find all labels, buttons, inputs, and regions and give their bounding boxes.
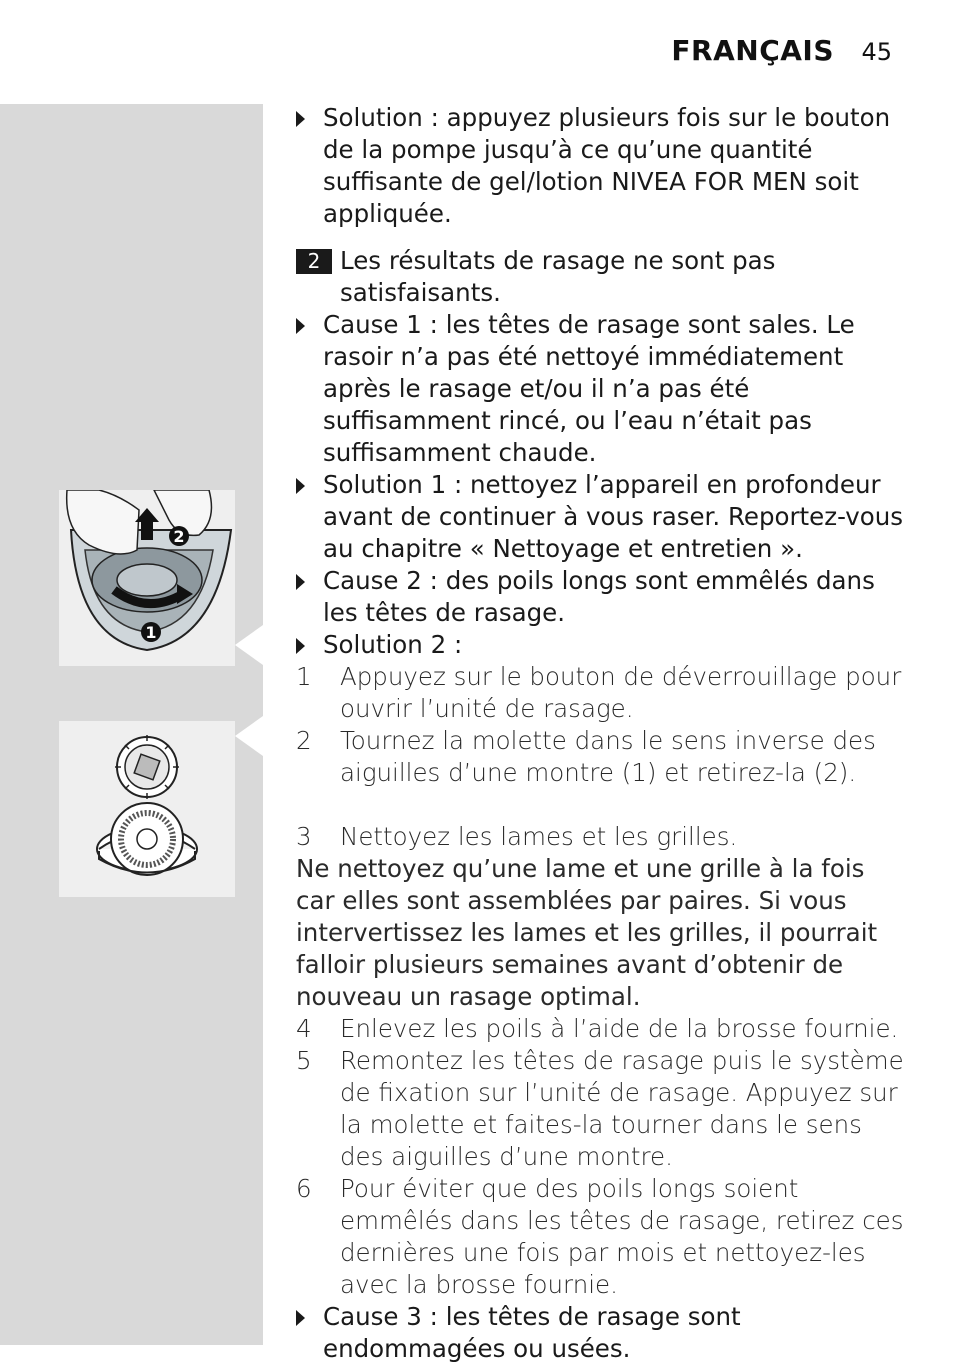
page-number: 45 bbox=[861, 38, 892, 66]
problem-title: Les résultats de rasage ne sont pas satisfaisants. bbox=[340, 246, 776, 307]
list-item: Cause 2 : des poils longs sont emmêlés dans les têtes de rasage. bbox=[296, 565, 906, 629]
list-item: Cause 1 : les têtes de rasage sont sales. Le rasoir n’a pas été nettoyé immédiatement après le rasage et/ou il n’a pas été suffisamment rincé, ou l’eau n’était pas suffisamment chaude. bbox=[296, 309, 906, 469]
language-heading: FRANÇAIS bbox=[671, 34, 834, 67]
cutter-and-guard-illustration bbox=[59, 721, 235, 897]
step-item: 2 Tournez la molette dans le sens inverse des aiguilles d’une montre (1) et retirez-la (2). bbox=[296, 726, 876, 787]
problem-number-badge: 2 bbox=[296, 249, 332, 274]
list-item: Solution 1 : nettoyez l’appareil en profondeur avant de continuer à vous raser. Reportez-vous au chapitre « Nettoyage et entretien ». bbox=[296, 469, 906, 565]
shaver-unlock-illustration bbox=[59, 490, 235, 666]
bullet-triangle-icon bbox=[296, 1310, 305, 1326]
step-item: 5 Remontez les têtes de rasage puis le système de fixation sur l’unité de rasage. Appuyez sur la molette et faites-la tourner dans le sens des aiguilles d’une montre. bbox=[296, 1046, 904, 1171]
list-item: Solution 2 : bbox=[296, 629, 906, 661]
list-item: Solution : appuyez plusieurs fois sur le bouton de la pompe jusqu’à ce qu’une quantité suffisante de gel/lotion NIVEA FOR MEN soit appliquée. bbox=[296, 102, 906, 230]
step-item: 1 Appuyez sur le bouton de déverrouillage pour ouvrir l’unité de rasage. bbox=[296, 662, 902, 723]
bullet-triangle-icon bbox=[296, 318, 305, 334]
figure-pointer bbox=[235, 625, 263, 665]
step-2-marker: 2 bbox=[173, 527, 185, 546]
bullet-triangle-icon bbox=[296, 574, 305, 590]
problem-heading bbox=[296, 245, 906, 309]
step-item: 3 Nettoyez les lames et les grilles. bbox=[296, 822, 738, 851]
step-item: 6 Pour éviter que des poils longs soient emmêlés dans les têtes de rasage, retirez ces dernières une fois par mois et nettoyez-les avec la brosse fournie. bbox=[296, 1174, 904, 1299]
step-1-marker: 1 bbox=[145, 623, 157, 642]
bullet-triangle-icon bbox=[296, 478, 305, 494]
bullet-triangle-icon bbox=[296, 638, 305, 654]
list-item: Cause 3 : les têtes de rasage sont endommagées ou usées. bbox=[296, 1301, 906, 1365]
step-item: 4 Enlevez les poils à l’aide de la brosse fournie. bbox=[296, 1014, 899, 1043]
pairing-note: Ne nettoyez qu’une lame et une grille à la fois car elles sont assemblées par paires. Si vous intervertissez les lames et les grilles, il pourrait falloir plusieurs semaines avant d’obtenir de nouveau un rasage optimal. bbox=[296, 854, 878, 1011]
figure-pointer bbox=[235, 716, 263, 756]
main-text bbox=[296, 102, 906, 1365]
bullet-triangle-icon bbox=[296, 111, 305, 127]
